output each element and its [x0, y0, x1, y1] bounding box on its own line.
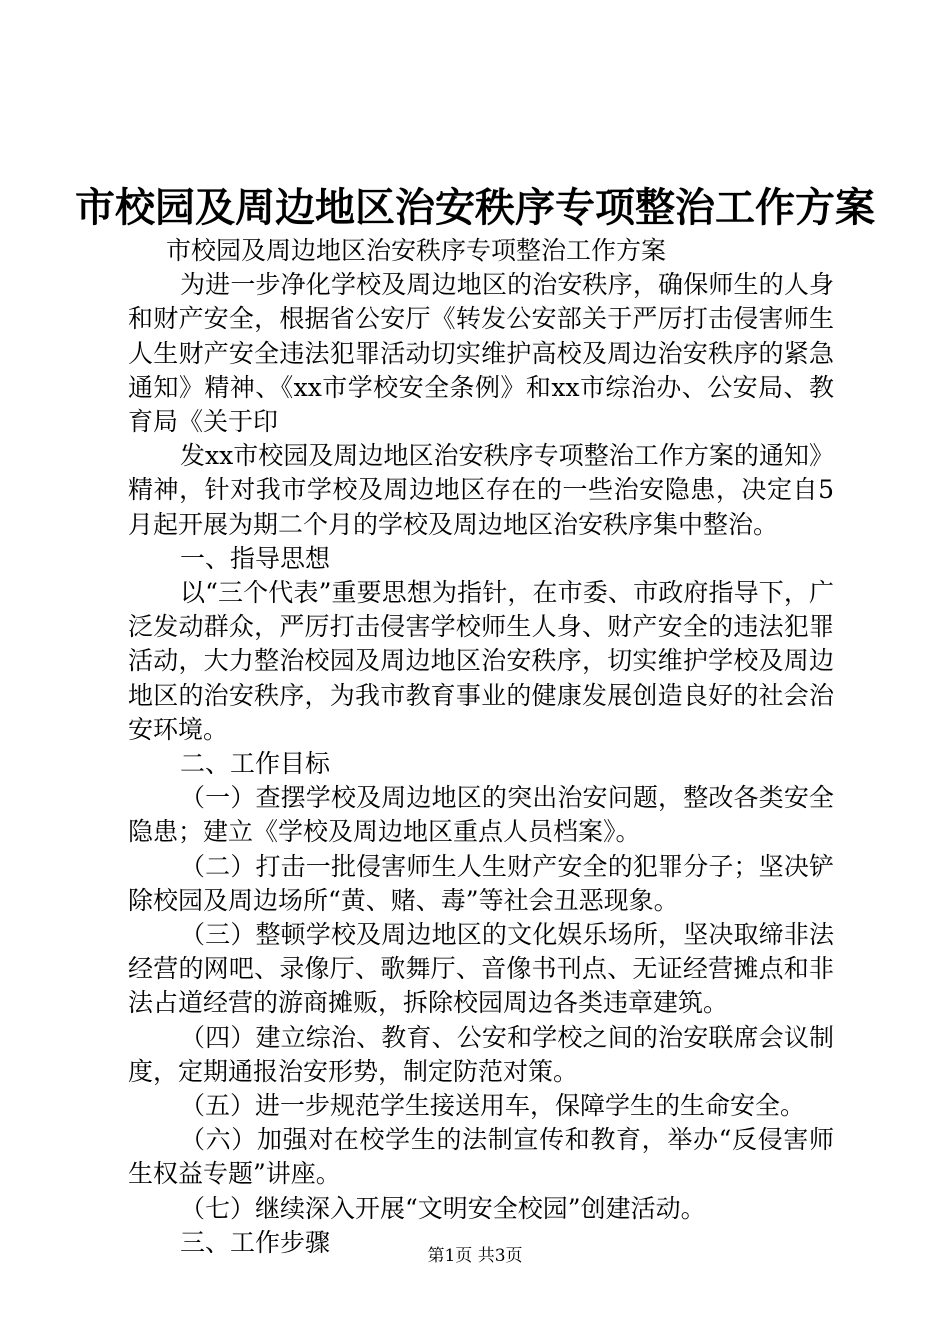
subtitle-paragraph: 市校园及周边地区治安秩序专项整治工作方案 — [166, 236, 667, 265]
section-heading-work-goals: 二、工作目标 — [180, 749, 331, 779]
goal-item-2: （二）打击一批侵害师生人生财产安全的犯罪分子；坚决铲除校园及周边场所“黄、赌、毒”等社会丑恶现象。 — [128, 851, 834, 915]
goal-item-3: （三）整顿学校及周边地区的文化娱乐场所，坚决取缔非法经营的网吧、录像厅、歌舞厅、音像书刊点、无证经营摊点和非法占道经营的游商摊贩，拆除校园周边各类违章建筑。 — [128, 920, 834, 1018]
goal-item-7: （七）继续深入开展“文明安全校园”创建活动。 — [180, 1193, 706, 1223]
section-heading-work-steps: 三、工作步骤 — [180, 1227, 331, 1257]
goal-item-4: （四）建立综治、教育、公安和学校之间的治安联席会议制度，定期通报治安形势，制定防范对策。 — [128, 1022, 834, 1086]
guiding-ideology-paragraph: 以“三个代表”重要思想为指针，在市委、市政府指导下，广泛发动群众，严厉打击侵害学校师生人身、财产安全的违法犯罪活动，大力整治校园及周边地区治安秩序，切实维护学校及周边地区的治安秩序，为我市教育事业的健康发展创造良好的社会治安环境。 — [128, 578, 834, 744]
goal-item-6: （六）加强对在校学生的法制宣传和教育，举办“反侵害师生权益专题”讲座。 — [128, 1125, 834, 1189]
intro-paragraph: 为进一步净化学校及周边地区的治安秩序，确保师生的人身和财产安全，根据省公安厅《转发公安部关于严厉打击侵害师生人生财产安全违法犯罪活动切实维护高校及周边治安秩序的紧急通知》精神、《xx市学校安全条例》和xx市综治办、公安局、教育局《关于印 — [128, 270, 834, 437]
document-body — [128, 234, 834, 1260]
intro-continuation-paragraph: 发xx市校园及周边地区治安秩序专项整治工作方案的通知》精神，针对我市学校及周边地区存在的一些治安隐患，决定自5月起开展为期二个月的学校及周边地区治安秩序集中整治。 — [128, 441, 834, 539]
goal-item-1: （一）查摆学校及周边地区的突出治安问题，整改各类安全隐患；建立《学校及周边地区重点人员档案》。 — [128, 783, 834, 847]
goal-item-5: （五）进一步规范学生接送用车，保障学生的生命安全。 — [180, 1091, 806, 1121]
document-title: 市校园及周边地区治安秩序专项整治工作方案 — [75, 184, 875, 231]
section-heading-guiding-ideology: 一、指导思想 — [180, 543, 331, 573]
page-number-footer: 第1页 共3页 — [427, 1246, 523, 1266]
